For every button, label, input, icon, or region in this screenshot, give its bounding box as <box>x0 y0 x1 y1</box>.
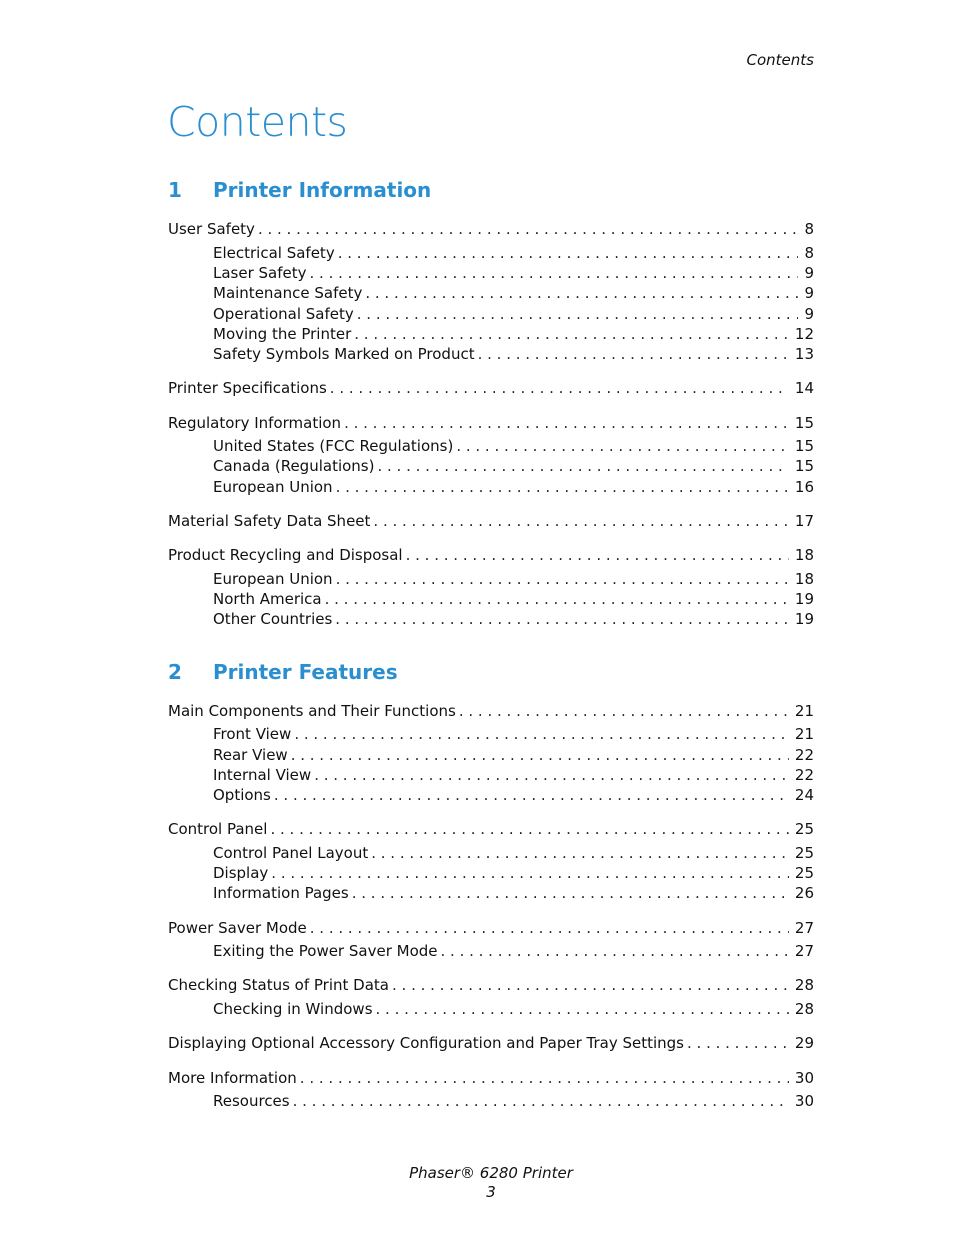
toc-entry-page: 27 <box>794 942 814 960</box>
toc-subentry[interactable] <box>213 263 814 283</box>
toc-entry[interactable] <box>168 378 814 398</box>
dot-leader <box>371 843 789 863</box>
toc-entry-label: Maintenance Safety <box>213 284 363 302</box>
toc-entry-label: User Safety <box>168 220 255 238</box>
toc-entry-page: 21 <box>794 702 814 720</box>
toc-entry-label: Operational Safety <box>213 305 354 323</box>
toc-subentry[interactable] <box>213 941 814 961</box>
dot-leader <box>392 975 789 995</box>
dot-leader <box>293 1091 789 1111</box>
toc-entry-label: Power Saver Mode <box>168 919 307 937</box>
toc-entry-page: 17 <box>794 512 814 530</box>
toc-subentry[interactable] <box>213 843 814 863</box>
dot-leader <box>441 941 789 961</box>
toc-subentry[interactable] <box>213 1091 814 1111</box>
toc-entry-label: Options <box>213 786 271 804</box>
toc-subentry[interactable] <box>213 589 814 609</box>
toc-entry-label: Laser Safety <box>213 264 307 282</box>
toc-entry-label: Rear View <box>213 746 288 764</box>
toc-entry-page: 13 <box>794 345 814 363</box>
toc-entry-label: Other Countries <box>213 610 333 628</box>
toc-entry[interactable] <box>168 219 814 239</box>
toc-entry-label: Checking in Windows <box>213 1000 373 1018</box>
dot-leader <box>274 785 789 805</box>
dot-leader <box>377 456 788 476</box>
page-footer <box>0 1163 954 1201</box>
dot-leader <box>354 324 789 344</box>
footer-page-number: 3 <box>486 1183 496 1201</box>
toc-subentry[interactable] <box>213 344 814 364</box>
toc-entry-label: Printer Specifications <box>168 379 327 397</box>
toc-entry-label: More Information <box>168 1069 297 1087</box>
toc-entry-label: Main Components and Their Functions <box>168 702 456 720</box>
toc-entry-page: 25 <box>794 864 814 882</box>
toc-entry-page: 8 <box>804 220 814 238</box>
toc-entry-page: 25 <box>794 844 814 862</box>
toc-entry-label: Exiting the Power Saver Mode <box>213 942 438 960</box>
dot-leader <box>406 545 789 565</box>
dot-leader <box>291 745 789 765</box>
toc-entry-page: 18 <box>794 570 814 588</box>
page-title: Contents <box>167 98 348 146</box>
toc-entry-label: Display <box>213 864 269 882</box>
toc-entry[interactable] <box>168 545 814 565</box>
toc-entry-label: Control Panel <box>168 820 268 838</box>
dot-leader <box>300 1068 789 1088</box>
toc-entry-label: Checking Status of Print Data <box>168 976 389 994</box>
toc-subentry[interactable] <box>213 999 814 1019</box>
dot-leader <box>330 378 789 398</box>
toc-subentry[interactable] <box>213 863 814 883</box>
dot-leader <box>365 283 798 303</box>
toc-entry-label: Control Panel Layout <box>213 844 369 862</box>
toc-entry-label: European Union <box>213 570 333 588</box>
dot-leader <box>376 999 789 1019</box>
dot-leader <box>336 569 789 589</box>
toc-subentry[interactable] <box>213 883 814 903</box>
toc-entry-page: 9 <box>804 284 814 302</box>
toc-entry-page: 15 <box>794 437 814 455</box>
footer-product-name: Phaser® 6280 Printer <box>409 1164 573 1182</box>
chapter-title: Printer Information <box>213 178 432 202</box>
toc-entry-page: 30 <box>794 1069 814 1087</box>
toc-entry-page: 27 <box>794 919 814 937</box>
toc-entry-label: Displaying Optional Accessory Configuration and Paper Tray Settings <box>168 1034 684 1052</box>
dot-leader <box>456 436 789 456</box>
toc-entry-page: 16 <box>794 478 814 496</box>
toc-subentry[interactable] <box>213 477 814 497</box>
running-header: Contents <box>746 51 814 69</box>
dot-leader <box>294 724 789 744</box>
dot-leader <box>325 589 789 609</box>
toc-entry-page: 19 <box>794 590 814 608</box>
toc-subentry[interactable] <box>213 785 814 805</box>
toc-subentry[interactable] <box>213 243 814 263</box>
dot-leader <box>270 819 788 839</box>
chapter-heading-1[interactable] <box>168 178 431 202</box>
toc-subentry[interactable] <box>213 283 814 303</box>
toc-entry-page: 21 <box>794 725 814 743</box>
toc-entry-label: Resources <box>213 1092 290 1110</box>
toc-entry-page: 22 <box>794 746 814 764</box>
toc-entry-page: 25 <box>794 820 814 838</box>
dot-leader <box>338 243 798 263</box>
toc-entry-page: 15 <box>794 414 814 432</box>
toc-entry-label: Internal View <box>213 766 312 784</box>
toc-entry[interactable] <box>168 918 814 938</box>
toc-entry-page: 9 <box>804 305 814 323</box>
toc-entry-label: Safety Symbols Marked on Product <box>213 345 475 363</box>
toc-entry-label: United States (FCC Regulations) <box>213 437 454 455</box>
toc-entry-page: 9 <box>804 264 814 282</box>
toc-entry-page: 28 <box>794 1000 814 1018</box>
toc-entry-page: 26 <box>794 884 814 902</box>
dot-leader <box>271 863 789 883</box>
dot-leader <box>314 765 789 785</box>
toc-entry[interactable] <box>168 511 814 531</box>
toc-entry-page: 22 <box>794 766 814 784</box>
toc-entry-page: 18 <box>794 546 814 564</box>
toc-entry-label: European Union <box>213 478 333 496</box>
dot-leader <box>344 413 789 433</box>
chapter-heading-2[interactable] <box>168 660 398 684</box>
dot-leader <box>352 883 789 903</box>
toc-entry[interactable] <box>168 1033 814 1053</box>
toc-entry-label: Material Safety Data Sheet <box>168 512 371 530</box>
dot-leader <box>310 918 789 938</box>
dot-leader <box>687 1033 789 1053</box>
chapter-title: Printer Features <box>213 660 398 684</box>
toc-entry-label: North America <box>213 590 322 608</box>
toc-entry-label: Regulatory Information <box>168 414 342 432</box>
toc-entry-page: 15 <box>794 457 814 475</box>
toc-entry-page: 12 <box>794 325 814 343</box>
dot-leader <box>335 609 789 629</box>
toc-entry-label: Canada (Regulations) <box>213 457 375 475</box>
dot-leader <box>357 304 798 324</box>
chapter-number: 1 <box>168 178 182 202</box>
dot-leader <box>336 477 789 497</box>
toc-subentry[interactable] <box>213 324 814 344</box>
toc-entry[interactable] <box>168 413 814 433</box>
toc-entry-page: 24 <box>794 786 814 804</box>
toc-entry-page: 8 <box>804 244 814 262</box>
toc-subentry[interactable] <box>213 745 814 765</box>
toc-entry-page: 28 <box>794 976 814 994</box>
dot-leader <box>459 701 789 721</box>
toc-entry[interactable] <box>168 1068 814 1088</box>
toc-subentry[interactable] <box>213 724 814 744</box>
toc-entry-page: 19 <box>794 610 814 628</box>
toc-entry-page: 29 <box>794 1034 814 1052</box>
dot-leader <box>373 511 789 531</box>
toc-subentry[interactable] <box>213 436 814 456</box>
toc-entry-label: Electrical Safety <box>213 244 335 262</box>
toc-subentry[interactable] <box>213 765 814 785</box>
toc-entry-label: Moving the Printer <box>213 325 352 343</box>
toc-entry-label: Front View <box>213 725 292 743</box>
toc-entry-page: 30 <box>794 1092 814 1110</box>
dot-leader <box>478 344 789 364</box>
dot-leader <box>258 219 798 239</box>
toc-subentry[interactable] <box>213 609 814 629</box>
toc-subentry[interactable] <box>213 569 814 589</box>
toc-entry-label: Information Pages <box>213 884 349 902</box>
toc-entry[interactable] <box>168 819 814 839</box>
toc-entry[interactable] <box>168 701 814 721</box>
toc-entry-page: 14 <box>794 379 814 397</box>
toc-entry-label: Product Recycling and Disposal <box>168 546 403 564</box>
dot-leader <box>310 263 798 283</box>
chapter-number: 2 <box>168 660 182 684</box>
toc-subentry[interactable] <box>213 456 814 476</box>
toc-entry[interactable] <box>168 975 814 995</box>
toc-subentry[interactable] <box>213 304 814 324</box>
